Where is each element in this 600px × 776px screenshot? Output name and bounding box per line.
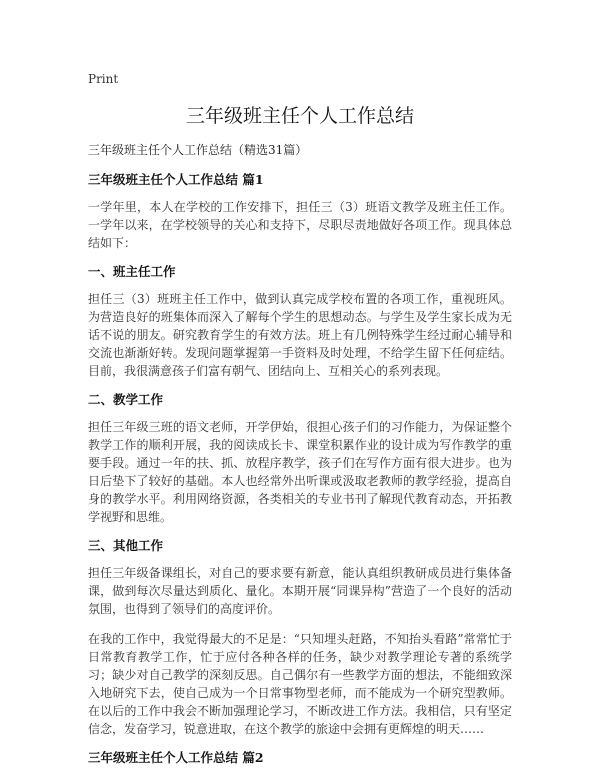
article-2-heading: 三年级班主任个人工作总结 篇2 [88,750,264,765]
section-paragraph: 担任三年级三班的语文老师，开学伊始，很担心孩子们的习作能力，为保证整个教学工作的顺利开展，我的阅读成长卡、课堂积累作业的设计成为写作教学的重要手段。通过一年的扶、抓、放程序教学，孩子们在写作方面有很大进步。也为日后垫下了较好的基础。本人也经常外出听课或汲取老教师的教学经验，提高自身的教学水平。利用网络资源，各类相关的专业书刊了解现代教育动态，开拓教学视野和思维。 [88,420,512,524]
section-heading: 三、其他工作 [88,538,164,553]
section-paragraph: 在我的工作中，我觉得最大的不足是：“只知埋头赶路，不知抬头看路”常常忙于日常教育教学工作，忙于应付各种各样的任务，缺少对教学理论专著的系统学习；缺少对自己教学的深刻反思。自己偶尔有一些教学方面的想法，不能细致深入地研究下去，使自己成为一个日常事物型老师，而不能成为一个研究型教师。在以后的工作中我会不断加强理论学习，不断改进工作方法。我相信，只有坚定信念，发奋学习，锐意进取，在这个教学的旅途中会拥有更辉煌的明天…… [88,632,512,736]
section-class-teacher-work [88,264,512,380]
section-heading: 一、班主任工作 [88,264,176,279]
subtitle: 三年级班主任个人工作总结（精选31篇） [88,143,308,157]
article-1-heading: 三年级班主任个人工作总结 篇1 [88,172,264,187]
section-heading: 二、教学工作 [88,392,164,407]
section-teaching-work [88,392,512,526]
page-title: 三年级班主任个人工作总结 [185,105,414,127]
print-label: Print [88,72,119,86]
article-1-intro: 一学年里，本人在学校的工作安排下，担任三（3）班语文教学及班主任工作。一学年以来，在学校领导的关心和支持下，尽职尽责地做好各项工作。现具体总结如下： [88,200,512,250]
section-paragraph: 担任三年级备课组长，对自己的要求要有新意，能认真组织教研成员进行集体备课，做到每次尽量达到质化、量化。本期开展“同课异构”营造了一个良好的活动氛围，也得到了领导们的高度评价。 [88,566,512,616]
section-other-work [88,538,512,738]
section-paragraph: 担任三（3）班班主任工作中，做到认真完成学校布置的各项工作，重视班风。为营造良好的班集体而深入了解每个学生的思想动态。与学生及学生家长成为无话不说的朋友。研究教育学生的有效方法。班上有几例特殊学生经过耐心辅导和交流也渐渐好转。发现问题掌握第一手资料及时处理，不给学生留下任何症结。目前，我很满意孩子们富有朝气、团结向上、互相关心的系列表现。 [88,292,512,378]
